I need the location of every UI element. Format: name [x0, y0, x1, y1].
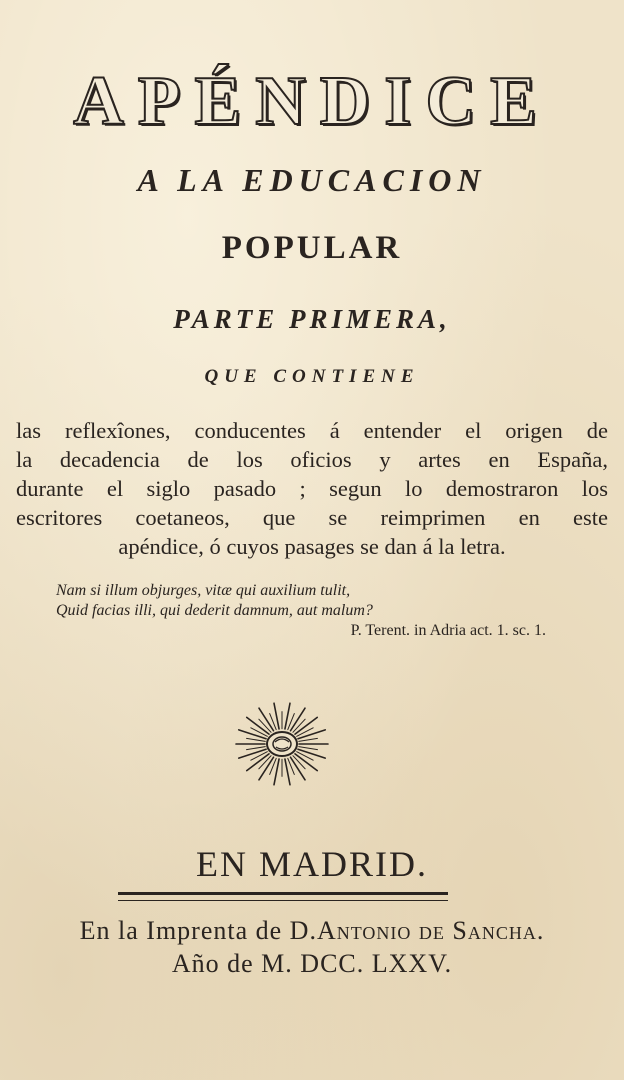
epigraph-source: P. Terent. in Adria act. 1. sc. 1. — [350, 622, 546, 639]
divider-rule — [118, 892, 448, 901]
sunburst-ornament-icon — [232, 698, 332, 798]
description-line: apéndice, ó cuyos pasages se dan á la letra. — [118, 534, 506, 559]
imprint-year: Año de M. DCC. LXXV. — [171, 949, 453, 978]
epigraph-line: Nam si illum objurges, vitæ qui auxilium tulit, — [56, 582, 351, 599]
ornament-ray — [299, 747, 318, 750]
ornament-ray — [247, 747, 266, 750]
ornament-ray — [298, 730, 325, 739]
title-popular: POPULAR — [221, 230, 403, 266]
title-part: PARTE PRIMERA, — [173, 304, 451, 334]
ornament-ray — [298, 749, 325, 758]
imprint-place: EN MADRID. — [196, 844, 428, 884]
imprint-printer-prefix: En la Imprenta de D. — [79, 916, 317, 945]
ornament-ray — [299, 738, 318, 741]
description-line: durante el siglo pasado ; segun lo demostraron los — [16, 476, 608, 501]
title-que-contiene: QUE CONTIENE — [204, 366, 420, 387]
title-subtitle: A LA EDUCACION — [137, 162, 487, 198]
epigraph-line: Quid facias illi, qui dederit damnum, aut malum? — [56, 602, 373, 619]
ornament-ray — [239, 730, 266, 739]
imprint-printer-name: Antonio de Sancha. — [316, 916, 545, 945]
ornament-ray — [239, 749, 266, 758]
title-main: APÉNDICE — [73, 63, 551, 140]
epigraph — [56, 581, 546, 641]
description-block — [16, 416, 608, 561]
imprint-printer — [0, 915, 624, 947]
description-line: la decadencia de los oficios y artes en España, — [16, 447, 608, 472]
description-line: escritores coetaneos, que se reimprimen en este — [16, 505, 608, 530]
ornament-ray — [247, 738, 266, 741]
description-line: las reflexîones, conducentes á entender el origen de — [16, 418, 608, 443]
